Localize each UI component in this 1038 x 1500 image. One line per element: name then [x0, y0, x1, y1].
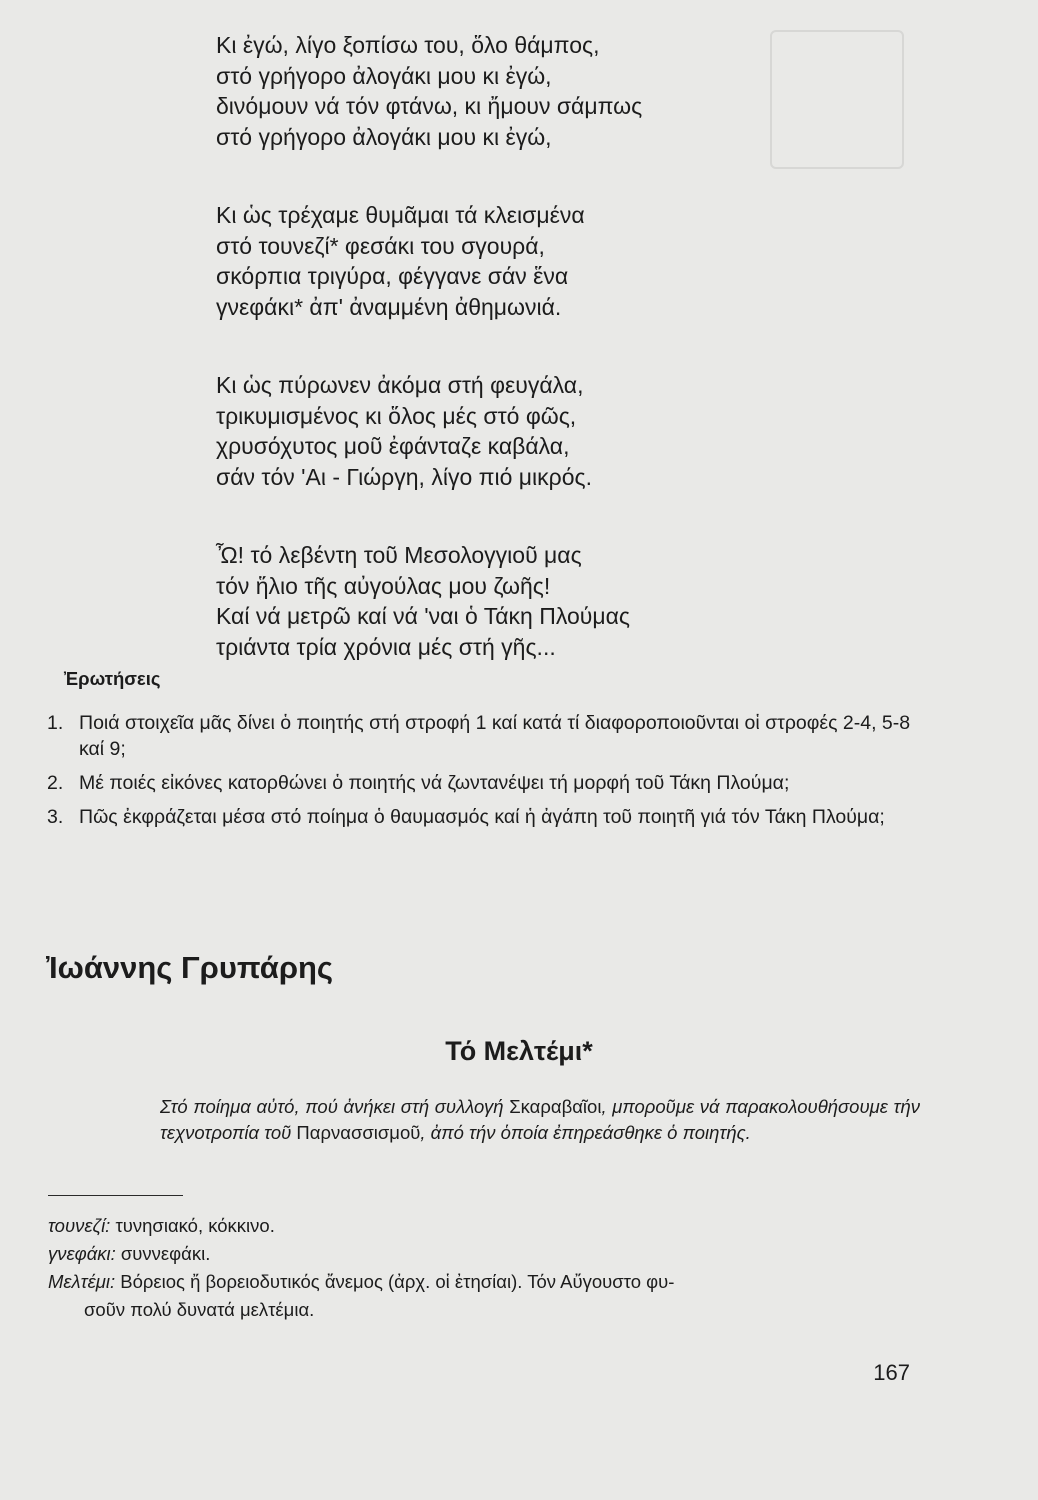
footnotes	[48, 1212, 918, 1324]
question-item	[47, 770, 927, 796]
poem-line: σάν τόν 'Αι - Γιώργη, λίγο πιό μικρός.	[216, 463, 592, 490]
stanza-1	[216, 30, 776, 152]
footnote	[48, 1268, 918, 1324]
question-number: 2.	[47, 772, 64, 794]
poem-line: στό γρήγορο ἀλογάκι μου κι ἐγώ,	[216, 62, 552, 89]
poem-line: Κι ὡς τρέχαμε θυμᾶμαι τά κλεισμένα	[216, 202, 585, 228]
question-number: 3.	[47, 806, 64, 828]
poem-line: Κι ὡς πύρωνεν ἀκόμα στή φευγάλα,	[216, 372, 584, 398]
movement-name: Παρνασσισμοῦ	[296, 1122, 421, 1143]
footnote-divider	[48, 1195, 183, 1196]
poem-line: Κι ἐγώ, λίγο ξοπίσω του, ὅλο θάμπος,	[216, 32, 600, 58]
footnote-definition: τυνησιακό, κόκκινο.	[110, 1215, 275, 1236]
footnote-term: γνεφάκι:	[48, 1243, 116, 1264]
footnote-term: τουνεζί:	[48, 1215, 111, 1236]
footnote-term: Μελτέμι:	[48, 1271, 116, 1292]
intro-text: , ἀπό τήν ὁποία ἐπηρεάσθηκε ὁ ποιητής.	[420, 1122, 751, 1143]
collection-name: Σκαραβαῖοι	[509, 1096, 602, 1117]
poem-line: τρικυμισμένος κι ὅλος μές στό φῶς,	[216, 402, 577, 429]
page-number: 167	[873, 1360, 910, 1385]
poem-line: τόν ἥλιο τῆς αὐγούλας μου ζωῆς!	[216, 572, 551, 599]
footnote	[48, 1240, 918, 1268]
poem-line: τριάντα τρία χρόνια μές στή γῆς...	[216, 633, 556, 660]
questions-list	[47, 710, 927, 838]
footnote	[48, 1212, 918, 1240]
footnote-definition: Βόρειος ἤ βορειοδυτικός ἄνεμος (ἀρχ. οἱ ἐτησίαι). Τόν Αὔγουστο φυ-	[115, 1271, 675, 1292]
stanza-4	[216, 540, 776, 662]
question-item	[47, 804, 927, 830]
show-through-initial	[770, 30, 904, 169]
poem-line: στό τουνεζί* φεσάκι του σγουρά,	[216, 232, 545, 259]
intro-text: , μποροῦμε νά παρακολουθήσουμε τήν τεχνοτροπία τοῦ	[160, 1096, 921, 1143]
question-item	[47, 710, 927, 762]
question-number: 1.	[47, 712, 64, 734]
poem-line: Καί νά μετρῶ καί νά 'ναι ὁ Τάκη Πλούμας	[216, 603, 630, 629]
question-text: Μέ ποιές εἰκόνες κατορθώνει ὁ ποιητής νά ζωντανέψει τή μορφή τοῦ Τάκη Πλούμα;	[79, 772, 790, 794]
author-heading: Ἰωάννης Γρυπάρης	[46, 950, 334, 985]
stanza-3	[216, 370, 776, 492]
poem-line: σκόρπια τριγύρα, φέγγανε σάν ἕνα	[216, 263, 569, 289]
poem-line: Ὦ! τό λεβέντη τοῦ Μεσολογγιοῦ μας	[216, 542, 582, 568]
footnote-definition: συννεφάκι.	[115, 1243, 211, 1264]
poem-line: στό γρήγορο ἀλογάκι μου κι ἐγώ,	[216, 123, 552, 150]
question-text: Ποιά στοιχεῖα μᾶς δίνει ὁ ποιητής στή στροφή 1 καί κατά τί διαφοροποιοῦνται οἱ στροφές 2-4, 5-8 καί 9;	[79, 712, 911, 760]
footnote-continuation: σοῦν πολύ δυνατά μελτέμια.	[84, 1299, 315, 1320]
intro-text: Στό ποίημα αὐτό, πού ἀνήκει στή συλλογή	[160, 1096, 510, 1117]
poem-line: χρυσόχυτος μοῦ ἐφάνταζε καβάλα,	[216, 433, 570, 459]
questions-heading: Ἐρωτήσεις	[64, 668, 161, 689]
question-text: Πῶς ἐκφράζεται μέσα στό ποίημα ὁ θαυμασμός καί ἡ ἀγάπη τοῦ ποιητῆ γιά τόν Τάκη Πλούμα;	[79, 806, 885, 828]
poem-line: δινόμουν νά τόν φτάνω, κι ἤμουν σάμπως	[216, 93, 643, 119]
poem-title: Τό Μελτέμι*	[445, 1036, 593, 1066]
poem-body	[216, 30, 776, 662]
stanza-2	[216, 200, 776, 322]
intro-paragraph	[160, 1094, 920, 1146]
poem-line: γνεφάκι* ἀπ' ἀναμμένη ἀθημωνιά.	[216, 293, 562, 320]
